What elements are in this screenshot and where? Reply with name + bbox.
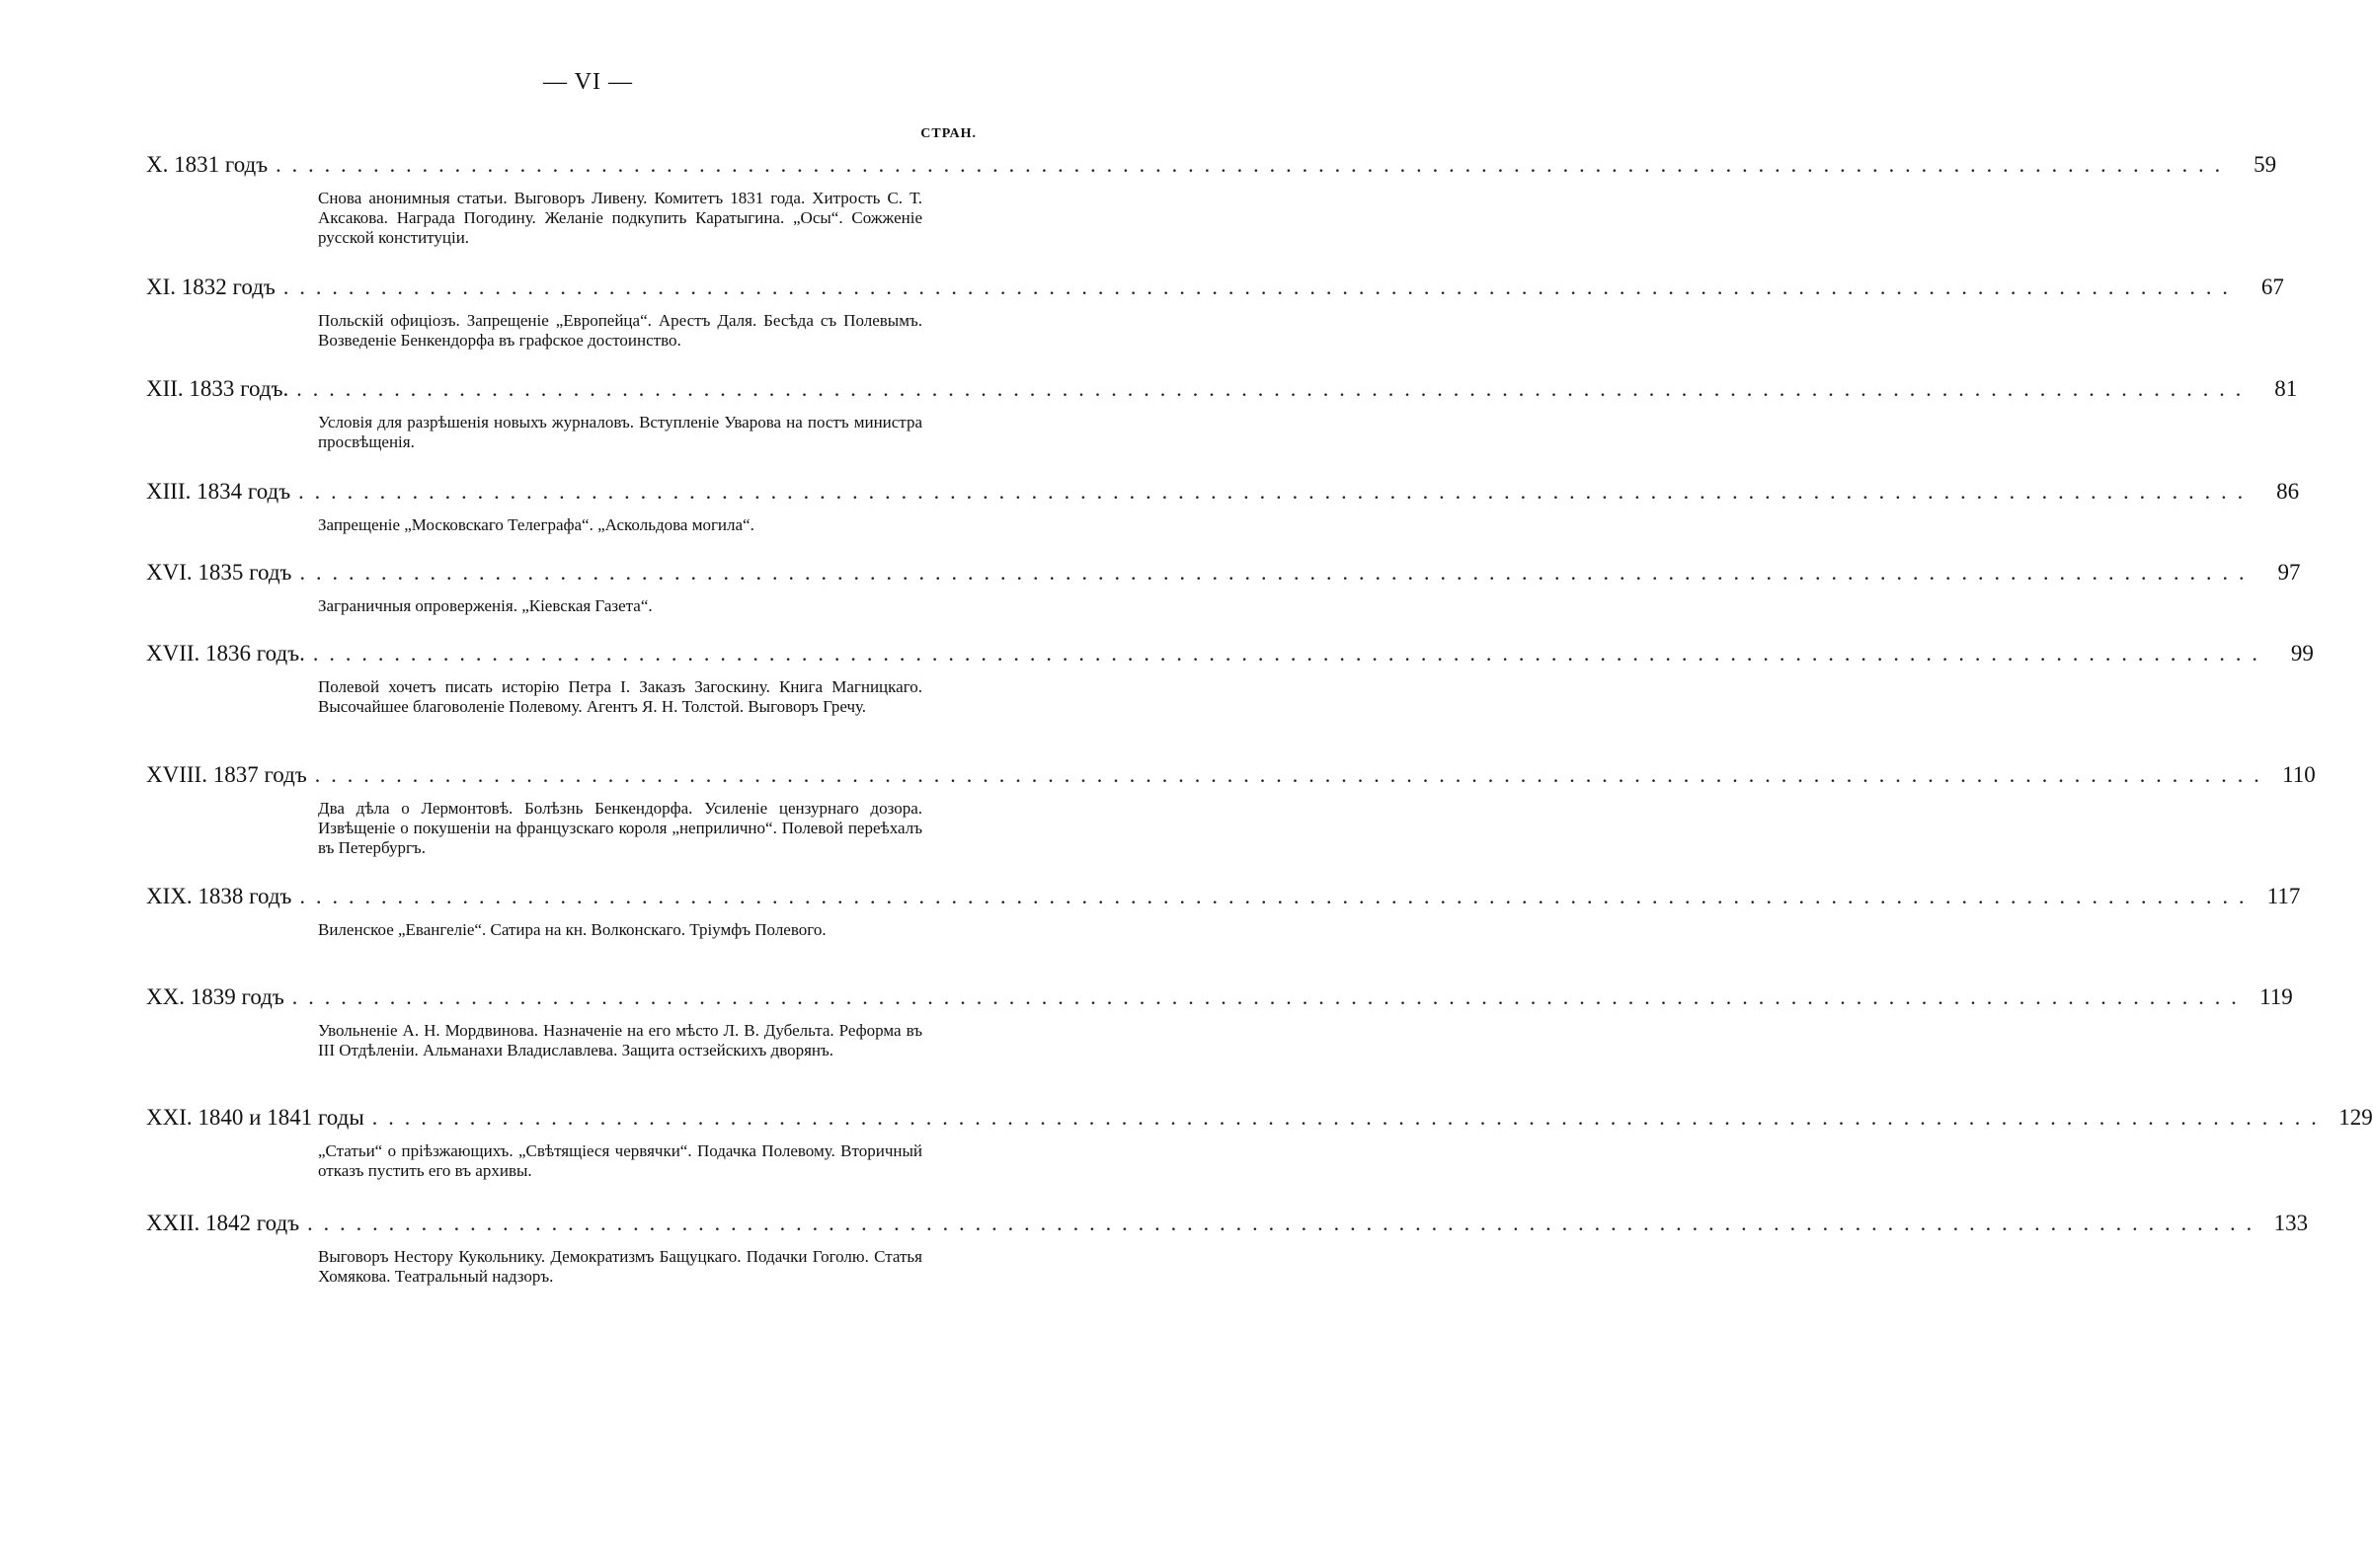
toc-entry-page: 110 — [2282, 762, 2316, 787]
toc-entry-title: XIII. 1834 годъ — [146, 479, 291, 504]
dot-leader: ........................................................................................................................ — [299, 884, 2255, 908]
toc-entry-summary: „Статьи“ о пріѣзжающихъ. „Свѣтящіеся червячки“. Подачка Полевому. Вторичный отказъ пустить его въ архивы. — [318, 1141, 922, 1180]
toc-entry-title: XX. 1839 годъ — [146, 984, 284, 1009]
toc-entry-page: 99 — [2290, 641, 2314, 666]
toc-entry — [146, 880, 2301, 980]
toc-entry-page: 97 — [2277, 560, 2301, 585]
toc-entry — [146, 637, 2314, 758]
toc-entry-line — [146, 148, 2277, 182]
table-of-contents — [146, 148, 2373, 1305]
toc-entry-page: 117 — [2266, 884, 2301, 908]
toc-entry-summary: Два дѣла о Лермонтовѣ. Болѣзнь Бенкендорфа. Усиленіе цензурнаго дозора. Извѣщеніе о покушеніи на французскаго короля „неприлично“. Полевой переѣхалъ въ Петербургъ. — [318, 799, 922, 857]
toc-entry-summary: Условія для разрѣшенія новыхъ журналовъ. Вступленіе Уварова на постъ министра просвѣщенія. — [318, 413, 922, 451]
toc-entry — [146, 372, 2298, 475]
toc-entry — [146, 271, 2284, 372]
toc-entry-page: 129 — [2338, 1105, 2373, 1130]
dot-leader: ........................................................................................................................ — [307, 1211, 2263, 1235]
toc-entry-line — [146, 637, 2314, 670]
toc-entry-line — [146, 1101, 2373, 1135]
toc-entry — [146, 980, 2293, 1101]
toc-entry-title: XI. 1832 годъ — [146, 274, 276, 299]
dot-leader: ........................................................................................................................ — [312, 641, 2268, 666]
toc-entry — [146, 148, 2277, 271]
toc-entry-summary: Снова анонимныя статьи. Выговоръ Ливену. Комитетъ 1831 года. Хитрость С. Т. Аксакова. Награда Погодину. Желаніе подкупить Каратыгина. „Осы“. Сожженіе русской конституціи. — [318, 189, 922, 247]
toc-entry-line — [146, 1207, 2309, 1240]
dot-leader: ........................................................................................................................ — [276, 152, 2232, 177]
toc-entry-summary: Выговоръ Нестору Кукольнику. Демократизмъ Бащуцкаго. Подачки Гоголю. Статья Хомякова. Театральный надзоръ. — [318, 1247, 922, 1286]
dot-leader: ........................................................................................................................ — [282, 274, 2239, 299]
toc-entry-page: 67 — [2260, 274, 2284, 299]
toc-entry-title: XVI. 1835 годъ — [146, 560, 292, 585]
toc-entry-summary: Виленское „Евангеліе“. Сатира на кн. Волконскаго. Тріумфъ Полевого. — [318, 920, 827, 939]
toc-entry-title: XIX. 1838 годъ — [146, 884, 292, 908]
toc-entry-summary: Полевой хочетъ писать исторію Петра I. Заказъ Загоскину. Книга Магницкаго. Высочайшее благоволеніе Полевому. Агентъ Я. Н. Толстой. Выговоръ Гречу. — [318, 677, 922, 716]
dot-leader: ........................................................................................................................ — [371, 1105, 2328, 1130]
toc-entry-summary: Увольненіе А. Н. Мордвинова. Назначеніе на его мѣсто Л. В. Дубельта. Реформа въ III Отдѣленіи. Альманахи Владиславлева. Защита остзейскихъ дворянъ. — [318, 1021, 922, 1059]
dot-leader: ........................................................................................................................ — [298, 479, 2254, 504]
dot-leader: ........................................................................................................................ — [296, 376, 2253, 401]
toc-entry-line — [146, 556, 2301, 589]
toc-entry-page: 86 — [2276, 479, 2300, 504]
toc-entry-summary: Заграничныя опроверженія. „Кіевская Газета“. — [318, 596, 653, 615]
toc-entry-summary: Запрещеніе „Московскаго Телеграфа“. „Аскольдова могила“. — [318, 515, 754, 534]
toc-entry-line — [146, 980, 2293, 1014]
toc-entry-page: 119 — [2259, 984, 2293, 1009]
toc-entry — [146, 1207, 2309, 1305]
toc-entry-page: 81 — [2274, 376, 2298, 401]
toc-entry — [146, 1101, 2373, 1207]
toc-entry-page: 59 — [2254, 152, 2277, 177]
toc-entry-page: 133 — [2273, 1211, 2309, 1235]
toc-entry — [146, 556, 2301, 637]
toc-entry — [146, 475, 2300, 556]
dot-leader: ........................................................................................................................ — [291, 984, 2248, 1009]
page-number: — VI — — [543, 69, 633, 95]
dot-leader: ........................................................................................................................ — [299, 560, 2255, 585]
toc-entry-title: XVII. 1836 годъ. — [146, 641, 305, 666]
toc-entry-line — [146, 372, 2298, 406]
toc-entry-summary: Польскій офиціозъ. Запрещеніе „Европейца“. Арестъ Даля. Бесѣда съ Полевымъ. Возведеніе Бенкендорфа въ графское достоинство. — [318, 311, 922, 350]
toc-entry-line — [146, 475, 2300, 509]
toc-entry-title: X. 1831 годъ — [146, 152, 269, 177]
toc-entry-title: XII. 1833 годъ. — [146, 376, 289, 401]
toc-entry-title: XXI. 1840 и 1841 годы — [146, 1105, 364, 1130]
toc-entry-line — [146, 758, 2316, 792]
toc-entry-line — [146, 880, 2301, 913]
page-column-header: СТРАН. — [920, 126, 977, 141]
toc-entry-line — [146, 271, 2284, 304]
toc-entry-title: XXII. 1842 годъ — [146, 1211, 300, 1235]
toc-entry-title: XVIII. 1837 годъ — [146, 762, 307, 787]
dot-leader: ........................................................................................................................ — [314, 762, 2270, 787]
toc-entry — [146, 758, 2316, 880]
